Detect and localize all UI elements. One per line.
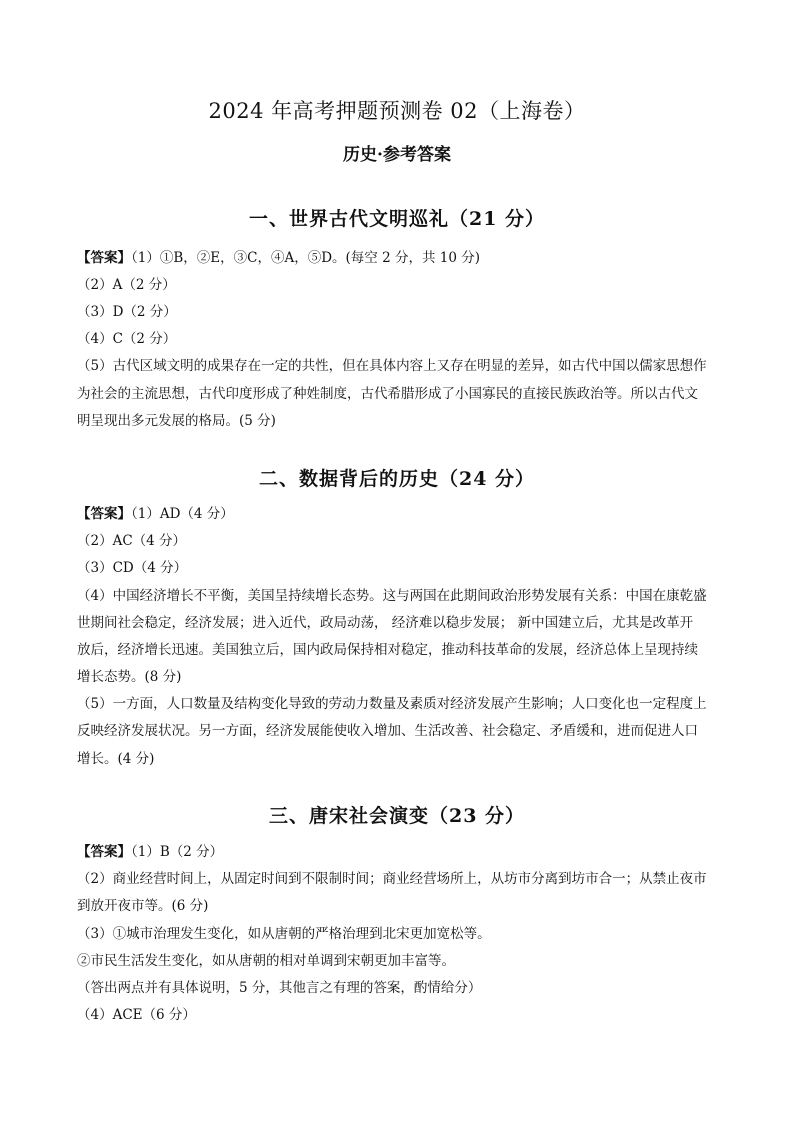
answer-line — [77, 249, 727, 267]
answer-line: （3）①城市治理发生变化，如从唐朝的严格治理到北宋更加宽松等。 — [77, 926, 491, 942]
answer-text: （1）AD（4 分） — [131, 506, 234, 522]
answer-line: ②市民生活发生变化，如从唐朝的相对单调到宋朝更加丰富等。 — [77, 953, 455, 969]
answer-line: 到放开夜市等。(6 分) — [77, 898, 209, 914]
answer-line: 反映经济发展状况。另一方面，经济发展能使收入增加、生活改善、社会稳定、矛盾缓和，进而促进人口 — [77, 723, 698, 739]
document-title: 2024 年高考押题预测卷 02（上海卷） — [208, 99, 586, 123]
answer-line: （答出两点并有具体说明，5 分，其他言之有理的答案，酌情给分） — [77, 980, 482, 996]
section-heading-2: 二、数据背后的历史（24 分） — [258, 468, 536, 490]
answer-text: （1）①B，②E，③C，④A，⑤D。(每空 2 分，共 10 分) — [131, 250, 480, 266]
answer-line: 增长。(4 分) — [77, 751, 155, 767]
answer-line: （3）D（2 分） — [77, 304, 177, 320]
answer-line: （2）A（2 分） — [77, 277, 176, 293]
answer-line: （4）ACE（6 分） — [77, 1007, 196, 1023]
answer-text: （1）B（2 分） — [131, 844, 224, 860]
section-heading-3: 三、唐宋社会演变（23 分） — [268, 805, 526, 827]
answer-line: （4）C（2 分） — [77, 331, 177, 347]
answer-line: 世期间社会稳定，经济发展；进入近代，政局动荡， 经济难以稳步发展； 新中国建立后，尤其是改革开 — [77, 615, 694, 631]
answer-line: （5）古代区域文明的成果存在一定的共性，但在具体内容上又存在明显的差异，如古代中国以儒家思想作 — [77, 358, 707, 374]
answer-line: 放后，经济增长迅速。美国独立后，国内政局保持相对稳定，推动科技革命的发展，经济总体上呈现持续 — [77, 642, 698, 658]
answer-line — [77, 505, 727, 523]
answer-label: 【答案】 — [77, 844, 131, 860]
section-heading-1: 一、世界古代文明巡礼（21 分） — [248, 208, 546, 230]
answer-line — [77, 843, 727, 861]
answer-line: 明呈现出多元发展的格局。(5 分) — [77, 413, 276, 429]
answer-line: 增长态势。(8 分) — [77, 669, 182, 685]
answer-line: 为社会的主流思想，古代印度形成了种姓制度，古代希腊形成了小国寡民的直接民族政治等。所以古代文 — [77, 386, 698, 402]
answer-line: （2）商业经营时间上，从固定时间到不限制时间；商业经营场所上，从坊市分离到坊市合一；从禁止夜市 — [77, 871, 707, 887]
answer-line: （2）AC（4 分） — [77, 533, 187, 549]
answer-line: （5）一方面，人口数量及结构变化导致的劳动力数量及素质对经济发展产生影响；人口变化也一定程度上 — [77, 696, 707, 712]
answer-label: 【答案】 — [77, 250, 131, 266]
answer-label: 【答案】 — [77, 506, 131, 522]
answer-line: （4）中国经济增长不平衡，美国呈持续增长态势。这与两国在此期间政治形势发展有关系：中国在康乾盛 — [77, 588, 707, 604]
document-subtitle: 历史·参考答案 — [343, 145, 451, 165]
answer-line: （3）CD（4 分） — [77, 560, 188, 576]
